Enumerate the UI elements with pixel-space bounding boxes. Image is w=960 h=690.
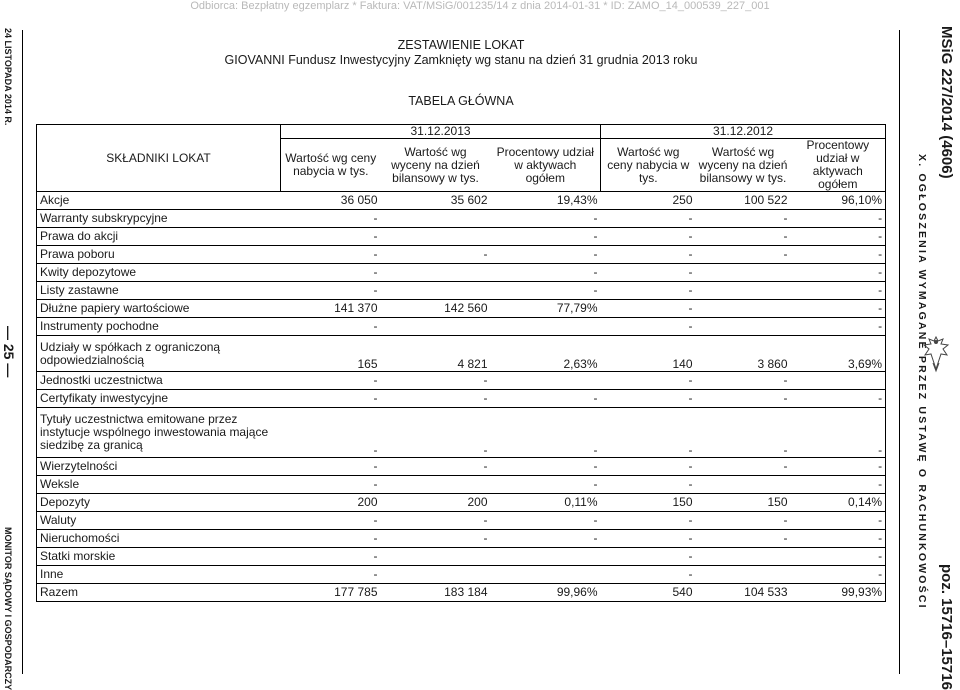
row-label: Instrumenty pochodne (37, 318, 281, 336)
value-cell: - (791, 566, 886, 584)
value-cell: - (601, 390, 696, 408)
section-title: X. OGŁOSZENIA WYMAGANE PRZEZ USTAWĘ O RACHUNKOWOŚCI (916, 154, 928, 610)
table-row (37, 548, 886, 566)
value-cell: 3,69% (791, 336, 886, 372)
watermark-text: Odbiorca: Bezpłatny egzemplarz * Faktura: VAT/MSiG/001235/14 z dnia 2014-01-31 * ID: ZAMO_14_000539_227_001 (190, 0, 770, 12)
value-cell: - (281, 530, 381, 548)
position-number: poz. 15716–15716 (938, 564, 955, 690)
value-cell: - (696, 372, 791, 390)
value-cell: 141 370 (281, 300, 381, 318)
value-cell: - (281, 318, 381, 336)
value-cell: 96,10% (791, 192, 886, 210)
row-label: Jednostki uczestnictwa (37, 372, 281, 390)
items-column-header: SKŁADNIKI LOKAT (37, 125, 281, 192)
value-cell: 19,43% (491, 192, 601, 210)
value-cell: 540 (601, 584, 696, 602)
period-2012-header: 31.12.2012 (601, 125, 886, 139)
value-cell: - (381, 458, 491, 476)
journal-name: MONITOR SĄDOWY I GOSPODARCZY (3, 527, 13, 690)
table-row (37, 246, 886, 264)
value-cell: - (791, 228, 886, 246)
value-cell (696, 264, 791, 282)
value-cell (696, 566, 791, 584)
table-row (37, 458, 886, 476)
value-cell: - (696, 390, 791, 408)
document-title: ZESTAWIENIE LOKAT (397, 38, 525, 52)
value-cell: - (601, 246, 696, 264)
value-cell: - (791, 318, 886, 336)
value-cell: - (601, 512, 696, 530)
value-cell: 99,93% (791, 584, 886, 602)
right-margin-rule (899, 30, 900, 674)
value-cell: - (491, 458, 601, 476)
value-cell: - (381, 246, 491, 264)
row-label: Weksle (37, 476, 281, 494)
value-cell: - (281, 390, 381, 408)
value-cell: - (791, 390, 886, 408)
table-row (37, 282, 886, 300)
value-cell: - (791, 548, 886, 566)
value-cell (491, 548, 601, 566)
value-cell: - (281, 408, 381, 458)
row-label: Prawa do akcji (37, 228, 281, 246)
column-header-cost: Wartość wg ceny nabycia w tys. (601, 139, 696, 192)
value-cell (381, 548, 491, 566)
value-cell: - (281, 458, 381, 476)
value-cell: - (696, 246, 791, 264)
value-cell: - (791, 530, 886, 548)
row-label: Razem (37, 584, 281, 602)
table-row (37, 228, 886, 246)
value-cell: 177 785 (281, 584, 381, 602)
value-cell: 100 522 (696, 192, 791, 210)
value-cell: 142 560 (381, 300, 491, 318)
value-cell (696, 318, 791, 336)
value-cell: - (696, 530, 791, 548)
row-label: Prawa poboru (37, 246, 281, 264)
value-cell (491, 318, 601, 336)
value-cell: 3 860 (696, 336, 791, 372)
column-header-share: Procentowy udział w aktywach ogółem (491, 139, 601, 192)
value-cell: - (791, 300, 886, 318)
value-cell: 77,79% (491, 300, 601, 318)
value-cell: - (791, 282, 886, 300)
value-cell: 200 (381, 494, 491, 512)
value-cell: - (791, 246, 886, 264)
row-label: Statki morskie (37, 548, 281, 566)
value-cell: 99,96% (491, 584, 601, 602)
table-row (37, 192, 886, 210)
value-cell: - (601, 476, 696, 494)
table-row (37, 530, 886, 548)
value-cell (381, 318, 491, 336)
value-cell: - (791, 210, 886, 228)
row-label: Warranty subskrypcyjne (37, 210, 281, 228)
value-cell: - (491, 210, 601, 228)
value-cell: - (791, 458, 886, 476)
value-cell: - (696, 512, 791, 530)
value-cell: - (281, 228, 381, 246)
value-cell (696, 282, 791, 300)
value-cell: - (601, 264, 696, 282)
document-subtitle: GIOVANNI Fundusz Inwestycyjny Zamknięty wg stanu na dzień 31 grudnia 2013 roku (224, 53, 698, 67)
period-2013-header: 31.12.2013 (281, 125, 601, 139)
value-cell: - (281, 372, 381, 390)
value-cell: 165 (281, 336, 381, 372)
value-cell: - (601, 210, 696, 228)
value-cell: 104 533 (696, 584, 791, 602)
eagle-emblem-icon (921, 333, 951, 373)
value-cell: - (491, 408, 601, 458)
value-cell (791, 372, 886, 390)
value-cell (696, 548, 791, 566)
table-row (37, 318, 886, 336)
value-cell: 4 821 (381, 336, 491, 372)
table-row (37, 584, 886, 602)
value-cell: - (491, 282, 601, 300)
table-row (37, 390, 886, 408)
value-cell: - (791, 264, 886, 282)
value-cell: - (791, 476, 886, 494)
page-number: — 25 — (1, 326, 17, 378)
value-cell: 250 (601, 192, 696, 210)
table-title: TABELA GŁÓWNA (408, 94, 514, 108)
value-cell: 150 (601, 494, 696, 512)
value-cell: - (491, 228, 601, 246)
value-cell: - (601, 300, 696, 318)
row-label: Tytuły uczestnictwa emitowane przez instytucje wspólnego inwestowania mające siedzibę za granicą (37, 408, 281, 458)
row-label: Akcje (37, 192, 281, 210)
value-cell: 35 602 (381, 192, 491, 210)
table-row (37, 372, 886, 390)
value-cell: - (281, 210, 381, 228)
table-row (37, 512, 886, 530)
table-row (37, 476, 886, 494)
value-cell (696, 300, 791, 318)
value-cell: 140 (601, 336, 696, 372)
value-cell: - (601, 548, 696, 566)
value-cell: - (381, 408, 491, 458)
value-cell: - (491, 476, 601, 494)
column-header-valuation: Wartość wg wyceny na dzień bilansowy w tys. (381, 139, 491, 192)
value-cell (381, 476, 491, 494)
column-header-valuation: Wartość wg wyceny na dzień bilansowy w tys. (696, 139, 791, 192)
table-row (37, 408, 886, 458)
value-cell: 183 184 (381, 584, 491, 602)
value-cell (491, 566, 601, 584)
value-cell: 0,14% (791, 494, 886, 512)
table-row (37, 300, 886, 318)
value-cell: - (601, 458, 696, 476)
value-cell (381, 566, 491, 584)
value-cell: - (791, 512, 886, 530)
value-cell: - (381, 390, 491, 408)
value-cell: - (281, 282, 381, 300)
row-label: Inne (37, 566, 281, 584)
table-row (37, 336, 886, 372)
table-row (37, 566, 886, 584)
value-cell: - (381, 530, 491, 548)
issue-date: 24 LISTOPADA 2014 R. (3, 28, 13, 126)
table-row (37, 264, 886, 282)
value-cell: - (491, 246, 601, 264)
column-header-cost: Wartość wg ceny nabycia w tys. (281, 139, 381, 192)
value-cell: 36 050 (281, 192, 381, 210)
value-cell: - (601, 282, 696, 300)
value-cell (491, 372, 601, 390)
value-cell: - (696, 458, 791, 476)
column-header-share: Procentowy udział w aktywach ogółem (791, 139, 886, 192)
value-cell: - (281, 246, 381, 264)
value-cell: 2,63% (491, 336, 601, 372)
value-cell: 200 (281, 494, 381, 512)
value-cell: - (491, 390, 601, 408)
value-cell: - (281, 512, 381, 530)
value-cell: - (696, 210, 791, 228)
value-cell: - (696, 228, 791, 246)
value-cell: - (601, 228, 696, 246)
value-cell (696, 476, 791, 494)
value-cell: - (791, 408, 886, 458)
row-label: Nieruchomości (37, 530, 281, 548)
value-cell: - (601, 372, 696, 390)
issue-number: MSiG 227/2014 (4606) (938, 26, 955, 179)
row-label: Wierzytelności (37, 458, 281, 476)
value-cell: - (281, 264, 381, 282)
table-row (37, 210, 886, 228)
left-margin (0, 22, 18, 690)
value-cell: - (696, 408, 791, 458)
value-cell: - (601, 566, 696, 584)
value-cell: 150 (696, 494, 791, 512)
row-label: Listy zastawne (37, 282, 281, 300)
value-cell: 0,11% (491, 494, 601, 512)
value-cell: - (381, 372, 491, 390)
row-label: Waluty (37, 512, 281, 530)
value-cell (381, 210, 491, 228)
row-label: Udziały w spółkach z ograniczoną odpowiedzialnością (37, 336, 281, 372)
value-cell: - (601, 318, 696, 336)
value-cell (381, 264, 491, 282)
value-cell (381, 228, 491, 246)
table-row (37, 494, 886, 512)
value-cell: - (601, 408, 696, 458)
value-cell: - (491, 530, 601, 548)
value-cell: - (491, 264, 601, 282)
value-cell: - (281, 548, 381, 566)
value-cell: - (601, 530, 696, 548)
row-label: Certyfikaty inwestycyjne (37, 390, 281, 408)
row-label: Kwity depozytowe (37, 264, 281, 282)
row-label: Dłużne papiery wartościowe (37, 300, 281, 318)
row-label: Depozyty (37, 494, 281, 512)
value-cell (381, 282, 491, 300)
value-cell: - (281, 476, 381, 494)
value-cell: - (381, 512, 491, 530)
value-cell: - (491, 512, 601, 530)
left-margin-rule (22, 30, 23, 674)
value-cell: - (281, 566, 381, 584)
investment-table (36, 124, 886, 602)
